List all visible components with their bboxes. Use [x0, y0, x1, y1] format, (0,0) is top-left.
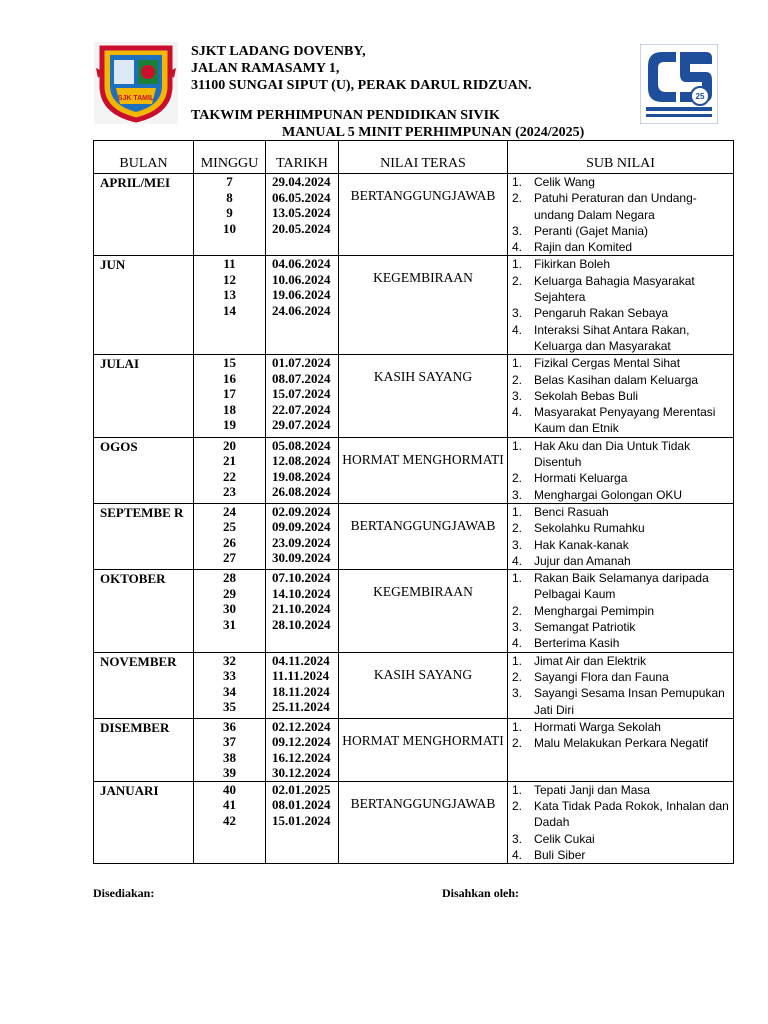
- month-cell: JULAI: [94, 355, 194, 437]
- date-value: 19.06.2024: [272, 287, 331, 303]
- month-cell: JANUARI: [94, 781, 194, 863]
- document-title: TAKWIM PERHIMPUNAN PENDIDIKAN SIVIK: [191, 108, 500, 123]
- sub-value-text: Jujur dan Amanah: [534, 553, 631, 568]
- date-value: 01.07.2024: [272, 355, 331, 371]
- table-row: [94, 256, 734, 355]
- sub-value-text: Belas Kasihan dalam Keluarga: [534, 372, 699, 387]
- week-number: 18: [223, 401, 236, 417]
- sub-value-number: 4.: [512, 636, 523, 651]
- sub-value-text: Hormati Warga Sekolah: [534, 719, 661, 734]
- sub-value-item: [512, 619, 731, 635]
- sub-value-item: [512, 719, 731, 735]
- week-number: 33: [223, 668, 236, 684]
- date-value: 10.06.2024: [272, 271, 331, 287]
- week-number: 12: [223, 271, 236, 287]
- sub-value-text: Sekolah Bebas Buli: [534, 388, 639, 403]
- month-cell: SEPTEMBE R: [94, 503, 194, 569]
- sub-value-item: [512, 782, 731, 798]
- document-subtitle: MANUAL 5 MINIT PERHIMPUNAN (2024/2025): [282, 125, 585, 140]
- sub-value-number: 1.: [512, 438, 523, 453]
- sub-value-item: [512, 669, 731, 685]
- sub-value-item: [512, 470, 731, 486]
- week-number: 13: [223, 287, 236, 303]
- sub-value-item: [512, 487, 731, 503]
- sub-value-item: [512, 653, 731, 669]
- core-value-label: HORMAT MENGHORMATI: [342, 451, 504, 467]
- core-value-cell: [339, 570, 508, 652]
- column-header-nilai-teras: NILAI TERAS: [339, 141, 508, 174]
- date-value: 05.08.2024: [272, 437, 331, 453]
- week-number: 27: [223, 550, 236, 566]
- column-header-bulan: BULAN: [94, 141, 194, 174]
- date-value: 12.08.2024: [272, 453, 331, 469]
- sub-value-text: Benci Rasuah: [534, 504, 609, 519]
- date-cell: [266, 355, 339, 437]
- week-number: 34: [223, 683, 236, 699]
- week-cell: [194, 718, 266, 781]
- sub-value-number: 1.: [512, 719, 523, 734]
- school-address-line1: JALAN RAMASAMY 1,: [191, 61, 340, 76]
- sub-value-number: 2.: [512, 521, 523, 536]
- core-value-cell: [339, 437, 508, 503]
- week-number: 14: [223, 302, 236, 318]
- date-value: 29.07.2024: [272, 417, 331, 433]
- core-value-label: BERTANGGUNGJAWAB: [350, 517, 496, 533]
- sub-value-number: 2.: [512, 736, 523, 751]
- table-row: [94, 174, 734, 256]
- sub-value-item: [512, 570, 731, 603]
- week-number: 23: [223, 484, 236, 500]
- table-header-row: [94, 141, 734, 174]
- sub-value-item: [512, 798, 731, 831]
- school-address-line2: 31100 SUNGAI SIPUT (U), PERAK DARUL RIDZUAN.: [191, 78, 532, 93]
- sub-value-number: 1.: [512, 653, 523, 668]
- table-row: [94, 570, 734, 652]
- sub-value-number: 1.: [512, 356, 523, 371]
- month-cell: OGOS: [94, 437, 194, 503]
- date-cell: [266, 781, 339, 863]
- week-number: 39: [223, 765, 236, 781]
- week-cell: [194, 174, 266, 256]
- sub-value-number: 2.: [512, 372, 523, 387]
- date-value: 08.07.2024: [272, 370, 331, 386]
- sub-value-item: [512, 355, 731, 371]
- date-value: 28.10.2024: [272, 616, 331, 632]
- date-value: 04.11.2024: [272, 652, 330, 668]
- core-value-label: KEGEMBIRAAN: [373, 270, 473, 286]
- week-number: 20: [223, 437, 236, 453]
- sub-value-cell: [508, 781, 734, 863]
- sub-value-item: [512, 831, 731, 847]
- date-cell: [266, 437, 339, 503]
- week-cell: [194, 570, 266, 652]
- date-cell: [266, 652, 339, 718]
- sub-value-text: Rakan Baik Selamanya daripada Pelbagai Kaum: [534, 571, 709, 602]
- week-number: 21: [223, 453, 236, 469]
- date-cell: [266, 503, 339, 569]
- sub-value-item: [512, 520, 731, 536]
- core-value-cell: [339, 355, 508, 437]
- sub-value-item: [512, 404, 731, 437]
- sub-value-number: 1.: [512, 571, 523, 586]
- core-value-cell: [339, 174, 508, 256]
- sub-value-number: 3.: [512, 487, 523, 502]
- week-number: 35: [223, 699, 236, 715]
- table-row: [94, 437, 734, 503]
- week-number: 31: [223, 616, 236, 632]
- sub-value-text: Hak Kanak-kanak: [534, 537, 629, 552]
- ts25-logo: [640, 44, 718, 124]
- sub-value-text: Kata Tidak Pada Rokok, Inhalan dan Dadah: [534, 799, 729, 830]
- date-value: 06.05.2024: [272, 189, 331, 205]
- date-value: 16.12.2024: [272, 749, 331, 765]
- sub-value-item: [512, 273, 731, 306]
- month-cell: DISEMBER: [94, 718, 194, 781]
- sub-value-item: [512, 174, 731, 190]
- week-cell: [194, 437, 266, 503]
- date-value: 26.08.2024: [272, 484, 331, 500]
- date-value: 15.01.2024: [272, 812, 331, 828]
- date-value: 24.06.2024: [272, 302, 331, 318]
- date-value: 15.07.2024: [272, 386, 331, 402]
- sub-value-item: [512, 388, 731, 404]
- sub-value-item: [512, 603, 731, 619]
- sub-value-text: Sayangi Sesama Insan Pemupukan Jati Diri: [534, 686, 725, 717]
- date-value: 30.12.2024: [272, 765, 331, 781]
- sub-value-cell: [508, 570, 734, 652]
- week-cell: [194, 355, 266, 437]
- sub-value-item: [512, 438, 731, 471]
- sub-value-item: [512, 735, 731, 751]
- sub-value-item: [512, 256, 731, 272]
- sub-value-text: Tepati Janji dan Masa: [534, 782, 651, 797]
- sub-value-text: Peranti (Gajet Mania): [534, 223, 649, 238]
- week-number: 37: [223, 734, 236, 750]
- sub-value-item: [512, 322, 731, 355]
- approved-by-label: Disahkan oleh:: [442, 886, 520, 900]
- date-value: 23.09.2024: [272, 534, 331, 550]
- week-number: 10: [223, 220, 236, 236]
- sub-value-text: Jimat Air dan Elektrik: [534, 653, 647, 668]
- table-row: [94, 718, 734, 781]
- table-row: [94, 652, 734, 718]
- sub-value-number: 4.: [512, 405, 523, 420]
- sub-value-number: 2.: [512, 669, 523, 684]
- date-cell: [266, 570, 339, 652]
- table-row: [94, 503, 734, 569]
- date-cell: [266, 256, 339, 355]
- table-row: [94, 355, 734, 437]
- sub-value-item: [512, 372, 731, 388]
- date-value: 14.10.2024: [272, 585, 331, 601]
- week-number: 17: [223, 386, 236, 402]
- date-value: 07.10.2024: [272, 570, 331, 586]
- week-number: 36: [223, 718, 236, 734]
- date-value: 13.05.2024: [272, 205, 331, 220]
- sub-value-item: [512, 537, 731, 553]
- core-value-cell: [339, 256, 508, 355]
- month-cell: JUN: [94, 256, 194, 355]
- sub-value-item: [512, 635, 731, 651]
- sub-value-number: 3.: [512, 686, 523, 701]
- week-cell: [194, 503, 266, 569]
- sub-value-item: [512, 685, 731, 718]
- sub-value-text: Sekolahku Rumahku: [534, 521, 645, 536]
- sub-value-number: 2.: [512, 273, 523, 288]
- date-value: 22.07.2024: [272, 401, 331, 417]
- sub-value-item: [512, 223, 731, 239]
- schedule-table: [93, 140, 734, 864]
- sub-value-number: 3.: [512, 306, 523, 321]
- sub-value-number: 3.: [512, 831, 523, 846]
- sub-value-number: 1.: [512, 504, 523, 519]
- week-number: 16: [223, 370, 236, 386]
- sub-value-cell: [508, 652, 734, 718]
- sub-value-number: 4.: [512, 553, 523, 568]
- date-value: 30.09.2024: [272, 550, 331, 566]
- date-value: 09.12.2024: [272, 734, 331, 750]
- week-cell: [194, 652, 266, 718]
- sub-value-number: 4.: [512, 847, 523, 862]
- week-number: 42: [223, 812, 236, 828]
- month-cell: APRIL/MEI: [94, 174, 194, 256]
- sub-value-number: 2.: [512, 799, 523, 814]
- date-value: 02.01.2025: [272, 781, 331, 797]
- sub-value-number: 3.: [512, 620, 523, 635]
- week-number: 29: [223, 585, 236, 601]
- sub-value-cell: [508, 503, 734, 569]
- sub-value-text: Rajin dan Komited: [534, 240, 633, 255]
- sub-value-text: Patuhi Peraturan dan Undang-undang Dalam Negara: [534, 191, 697, 222]
- core-value-cell: [339, 503, 508, 569]
- week-number: 24: [223, 503, 236, 519]
- week-number: 11: [223, 256, 236, 272]
- sub-value-text: Celik Wang: [534, 175, 595, 189]
- week-number: 25: [223, 519, 236, 535]
- week-number: 9: [226, 205, 233, 220]
- sub-value-cell: [508, 256, 734, 355]
- week-number: 7: [226, 174, 233, 189]
- sub-value-item: [512, 553, 731, 569]
- sub-value-text: Interaksi Sihat Antara Rakan, Keluarga dan Masyarakat: [534, 322, 690, 353]
- column-header-tarikh: TARIKH: [266, 141, 339, 174]
- school-name: SJKT LADANG DOVENBY,: [191, 44, 366, 59]
- sub-value-item: [512, 847, 731, 863]
- week-number: 28: [223, 570, 236, 586]
- sub-value-item: [512, 190, 731, 223]
- sub-value-text: Fizikal Cergas Mental Sihat: [534, 356, 681, 371]
- date-cell: [266, 718, 339, 781]
- sub-value-text: Celik Cukai: [534, 831, 595, 846]
- sub-value-item: [512, 504, 731, 520]
- week-number: 22: [223, 468, 236, 484]
- date-value: 19.08.2024: [272, 468, 331, 484]
- sub-value-text: Berterima Kasih: [534, 636, 620, 651]
- column-header-minggu: MINGGU: [194, 141, 266, 174]
- sub-value-number: 2.: [512, 471, 523, 486]
- date-value: 11.11.2024: [272, 668, 330, 684]
- sub-value-item: [512, 305, 731, 321]
- sub-value-number: 3.: [512, 388, 523, 403]
- month-cell: NOVEMBER: [94, 652, 194, 718]
- sub-value-number: 2.: [512, 603, 523, 618]
- sub-value-text: Buli Siber: [534, 847, 586, 862]
- week-number: 40: [223, 781, 236, 797]
- date-value: 04.06.2024: [272, 256, 331, 272]
- sub-value-text: Semangat Patriotik: [534, 620, 636, 635]
- sub-value-text: Masyarakat Penyayang Merentasi Kaum dan Etnik: [534, 405, 716, 436]
- core-value-label: KASIH SAYANG: [373, 369, 473, 385]
- sub-value-text: Menghargai Pemimpin: [534, 603, 655, 618]
- sub-value-cell: [508, 355, 734, 437]
- core-value-cell: [339, 652, 508, 718]
- core-value-label: KASIH SAYANG: [373, 666, 473, 682]
- core-value-label: HORMAT MENGHORMATI: [342, 732, 504, 748]
- sub-value-number: 3.: [512, 223, 523, 238]
- sub-value-item: [512, 239, 731, 255]
- month-cell: OKTOBER: [94, 570, 194, 652]
- sub-value-number: 1.: [512, 257, 523, 272]
- core-value-label: KEGEMBIRAAN: [373, 584, 473, 600]
- week-cell: [194, 256, 266, 355]
- sub-value-number: 4.: [512, 240, 523, 255]
- sub-value-number: 1.: [512, 175, 523, 189]
- week-number: 30: [223, 601, 236, 617]
- week-number: 15: [223, 355, 236, 371]
- week-number: 32: [223, 652, 236, 668]
- week-number: 41: [223, 797, 236, 813]
- sub-value-number: 3.: [512, 537, 523, 552]
- sub-value-text: Keluarga Bahagia Masyarakat Sejahtera: [534, 273, 695, 305]
- core-value-cell: [339, 781, 508, 863]
- table-row: [94, 781, 734, 863]
- date-value: 25.11.2024: [272, 699, 330, 715]
- week-cell: [194, 781, 266, 863]
- date-cell: [266, 174, 339, 256]
- column-header-sub-nilai: SUB NILAI: [508, 141, 734, 174]
- core-value-label: BERTANGGUNGJAWAB: [350, 188, 496, 203]
- sub-value-text: Hak Aku dan Dia Untuk Tidak Disentuh: [534, 438, 691, 470]
- core-value-label: BERTANGGUNGJAWAB: [350, 795, 496, 811]
- sub-value-text: Malu Melakukan Perkara Negatif: [534, 736, 709, 751]
- date-value: 08.01.2024: [272, 797, 331, 813]
- sub-value-number: 2.: [512, 191, 523, 206]
- core-value-cell: [339, 718, 508, 781]
- week-number: 38: [223, 749, 236, 765]
- sub-value-cell: [508, 174, 734, 256]
- week-number: 19: [223, 417, 236, 433]
- sub-value-text: Hormati Keluarga: [534, 471, 628, 486]
- sub-value-text: Menghargai Golongan OKU: [534, 487, 683, 502]
- sub-value-cell: [508, 437, 734, 503]
- sub-value-text: Sayangi Flora dan Fauna: [534, 669, 669, 684]
- svg-text:SJK TAMIL: SJK TAMIL: [117, 95, 155, 102]
- week-number: 26: [223, 534, 236, 550]
- week-number: 8: [226, 189, 233, 205]
- date-value: 02.09.2024: [272, 503, 331, 519]
- date-value: 29.04.2024: [272, 174, 331, 189]
- sub-value-text: Pengaruh Rakan Sebaya: [534, 306, 669, 321]
- sub-value-cell: [508, 718, 734, 781]
- sub-value-number: 1.: [512, 782, 523, 797]
- sub-value-text: Fikirkan Boleh: [534, 257, 611, 272]
- date-value: 18.11.2024: [272, 683, 330, 699]
- sub-value-number: 4.: [512, 322, 523, 337]
- prepared-by-label: Disediakan:: [93, 886, 155, 900]
- date-value: 20.05.2024: [272, 220, 331, 236]
- school-crest-logo: [94, 42, 178, 124]
- date-value: 09.09.2024: [272, 519, 331, 535]
- date-value: 02.12.2024: [272, 718, 331, 734]
- svg-text:25: 25: [695, 92, 705, 101]
- date-value: 21.10.2024: [272, 601, 331, 617]
